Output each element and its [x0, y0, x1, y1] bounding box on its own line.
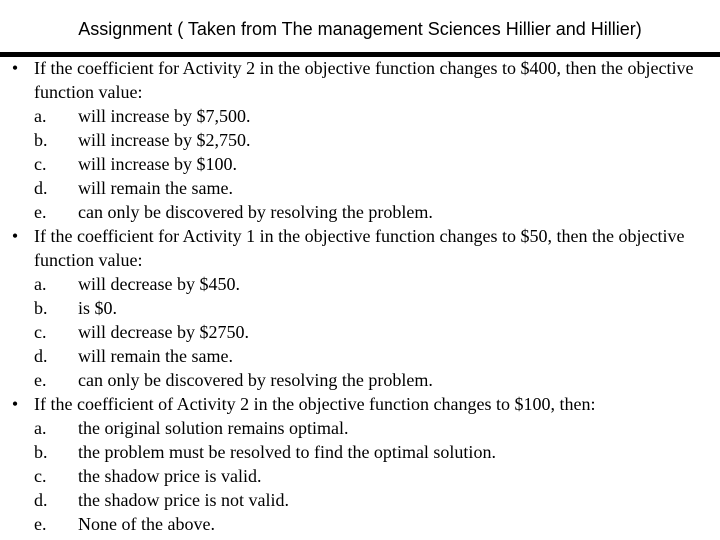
option-letter: c.: [34, 466, 47, 486]
option-letter: a.: [34, 274, 47, 294]
bullet-icon: •: [11, 58, 19, 78]
option-text: will increase by $100.: [78, 154, 237, 174]
question-list: [0, 56, 720, 536]
answer-option: [34, 104, 706, 128]
answer-option: [34, 176, 706, 200]
option-letter: e.: [34, 370, 47, 390]
option-letter: e.: [34, 514, 47, 534]
option-text: None of the above.: [78, 514, 215, 534]
answer-option: [34, 368, 706, 392]
question-stem: If the coefficient for Activity 1 in the objective function changes to $50, then the objective function value:: [34, 226, 685, 270]
option-text: the shadow price is valid.: [78, 466, 262, 486]
option-letter: c.: [34, 322, 47, 342]
bullet-icon: •: [11, 394, 19, 414]
option-text: will remain the same.: [78, 346, 233, 366]
option-text: can only be discovered by resolving the problem.: [78, 370, 433, 390]
option-text: will remain the same.: [78, 178, 233, 198]
option-letter: e.: [34, 202, 47, 222]
answer-option: [34, 416, 706, 440]
question-item: [0, 224, 720, 392]
answer-option: [34, 296, 706, 320]
option-letter: b.: [34, 298, 48, 318]
answer-option: [34, 464, 706, 488]
option-letter: d.: [34, 490, 48, 510]
answer-option: [34, 320, 706, 344]
option-letter: b.: [34, 442, 48, 462]
option-text: will decrease by $450.: [78, 274, 240, 294]
answer-option: [34, 128, 706, 152]
option-letter: a.: [34, 418, 47, 438]
option-letter: a.: [34, 106, 47, 126]
option-letter: c.: [34, 154, 47, 174]
option-text: will increase by $7,500.: [78, 106, 251, 126]
option-text: is $0.: [78, 298, 118, 318]
option-text: can only be discovered by resolving the problem.: [78, 202, 433, 222]
answer-option: [34, 272, 706, 296]
question-item: [0, 56, 720, 224]
answer-option: [34, 344, 706, 368]
answer-option: [34, 200, 706, 224]
answer-option: [34, 512, 706, 536]
bullet-icon: •: [11, 226, 19, 246]
option-text: will increase by $2,750.: [78, 130, 251, 150]
option-text: will decrease by $2750.: [78, 322, 249, 342]
option-text: the problem must be resolved to find the optimal solution.: [78, 442, 496, 462]
option-letter: b.: [34, 130, 48, 150]
option-letter: d.: [34, 346, 48, 366]
answer-option: [34, 152, 706, 176]
question-item: [0, 392, 720, 536]
answer-option: [34, 440, 706, 464]
option-text: the original solution remains optimal.: [78, 418, 349, 438]
slide-title: Assignment ( Taken from The management Sciences Hillier and Hillier): [78, 19, 642, 39]
option-text: the shadow price is not valid.: [78, 490, 289, 510]
question-stem: If the coefficient of Activity 2 in the objective function changes to $100, then:: [34, 394, 596, 414]
option-letter: d.: [34, 178, 48, 198]
question-stem: If the coefficient for Activity 2 in the objective function changes to $400, then the objective function value:: [34, 58, 694, 102]
answer-option: [34, 488, 706, 512]
